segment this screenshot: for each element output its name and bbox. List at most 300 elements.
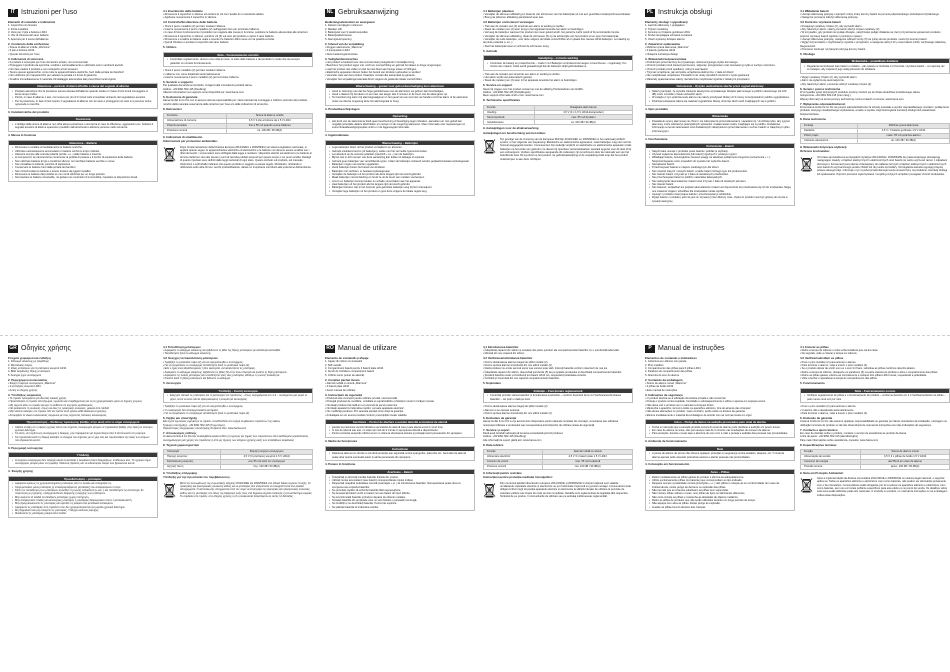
spec-row bbox=[801, 138, 950, 143]
text-line: • Puxe o pino metálico (2) para acionar o alarme. bbox=[800, 360, 857, 364]
section-heading: 4. Punere în funcțiune bbox=[325, 462, 356, 467]
text-line: Linha de apoio: +49 9091 502-115 (alemão/inglês) bbox=[800, 435, 858, 439]
section-heading: 4.1 Batterijen plaatsen bbox=[483, 8, 514, 13]
notice-box bbox=[483, 388, 633, 404]
notice-bullet: • Scoateți bateriile din produsele care nu sunt folosite o perioadă mai lungă. bbox=[329, 499, 471, 502]
section-heading: 7. Αποκλεισμός ευθύνης bbox=[163, 431, 197, 436]
notice-box-body bbox=[9, 88, 157, 108]
text-line: • Tenere questo apparecchio, come tutte le apparecchiature elettriche, fuori dalla portata dei bambini! bbox=[8, 71, 124, 74]
text-line: • Tirare il perno metallico (2) per fare scattare l'allarme. bbox=[163, 24, 226, 28]
notice-bullet: • Nu încălziți și nu deschideți bateriile. Pericol de explozie. bbox=[329, 502, 471, 505]
spec-label: Função bbox=[801, 450, 861, 455]
notice-box-title: Attenzione – Batterie bbox=[9, 141, 157, 145]
text-line: A Hama GmbH & Co KG não assume qualquer responsabilidade ou garantia por danos resultantes da instalação, montagem ou utilização incorreta do produto ou da não observância do manual de instruções e/ou das indicações de segurança. bbox=[800, 420, 948, 427]
notice-bullet: • Batterijen mogen niet worden opgeladen. bbox=[329, 163, 471, 166]
notice-box-title: Avertizare – Baterii bbox=[326, 470, 474, 474]
text-line: Hama GmbH & Co KG nu își asumă nicio răspundere pentru daunele rezultate din montajul, conectarea sau utilizarea necorespunzătoare a produsului sau nerespectarea instrucțiunilor de utilizare și/sau de siguranță. bbox=[483, 420, 619, 427]
spec-row bbox=[164, 128, 313, 133]
text-line: • Não efetue alterações no produto. Caso contrário, perde todos os direitos de garantia. bbox=[645, 410, 746, 414]
notice-bullet: • Não curto-circuite as pilhas e mantenha-as afastadas de objetos metálicos. bbox=[649, 496, 791, 499]
text-line: • Non utilizzare più il apparecchio per valutare la portata e il limite di garanzia. bbox=[8, 74, 98, 78]
spec-value: fino a 55 mA quando suona l'allarme bbox=[227, 123, 313, 128]
language-header bbox=[8, 344, 158, 353]
notice-box-body bbox=[646, 474, 794, 510]
spec-value: 4,5 V 3 x baterii plate 1,5 V LR44 bbox=[543, 454, 633, 459]
text-line: • Wyjąć zużyte baterie i zutylizować je zgodnie z przepisami, a następnie włożyć trzy nowe baterie LR44, zachowując właściwą biegunowość. bbox=[800, 41, 946, 48]
text-line: • Προστατεύετε το προϊόν από βρωμιά, υγρασία και υπερθέρμανση και να το χρησιμοποιείτε μόνο σε ξηρούς χώρους. bbox=[8, 400, 143, 404]
text-line: Neem bij vragen over het product contact op met de afdeling Productadvies van HAMA. bbox=[483, 87, 584, 91]
text-line: • Απορρίψτε το υλικό συσκευασίας σύμφωνα με τους ισχύοντες τοπικούς κανονισμούς. bbox=[8, 413, 108, 417]
text-line: • Steek de metalen pen (2) weer in het apparaat teneinde het alarm te beëindigen. bbox=[483, 79, 578, 83]
spec-value: maks. 55 mA podczas alarmu bbox=[858, 133, 950, 138]
notice-box bbox=[8, 452, 158, 468]
notice-bullet: • Należy pamiętać, że wysokie ciśnienie akustyczne wyzwalanego dźwięku alarmowego w pobliżu narażonego (ok 100 dB) może w krótkim czasie uszkodzić słuch. bbox=[649, 90, 791, 97]
notice-bullet: • Non riscaldare le batterie, pericolo di esplosione. bbox=[12, 163, 154, 166]
section-heading: 9. Aanwijzingen voor de afvalverwerking bbox=[483, 126, 539, 131]
notice-bullet: • Respeite sempre a polaridade correta (inscrições + e -) das pilhas e coloque-as em conformidade. Em caso de inobservância, existe perigo de derrame ou explosão das pilhas. bbox=[649, 482, 791, 489]
text-line: • Acest manual de utilizare bbox=[325, 388, 356, 392]
text-line: • Închideți și înșurubați din nou capacul compartimentului bateriilor. bbox=[483, 377, 560, 381]
notice-bullet: • Rimuovere le batterie dal prodotto se non verrà utilizzato per un lungo periodo. bbox=[12, 173, 154, 176]
spec-label: Stroomverbruik bbox=[484, 115, 535, 120]
text-line: • 3 baterie guzikowe LR44 bbox=[645, 49, 676, 53]
spec-value: ca. 100 dB / 90 dB(A) bbox=[227, 128, 313, 133]
notice-bullet: • Houd u daarom bij het alarm en een test niet langer dan 3 minuten in de buurt van de alarmgever op. bbox=[329, 93, 471, 96]
notice-bullet: • Respectați neapărat polaritatea corectă (marcajele + și -) la introducerea bateriilor. Nerespectarea poate duce la scurgerea sau explozia bateriilor. bbox=[329, 482, 471, 489]
text-line: • Nu lăsați aparatul la îndemâna copiilor, ca toate aparatele electrice! bbox=[325, 407, 404, 410]
manual-column bbox=[8, 344, 158, 520]
notice-bullet: • Perciò, in caso di allarme o test, non tenere per più di 3 minuti nelle immediate vicinanze del segnalatore acustico. bbox=[12, 96, 154, 99]
notice-bullet: • Nie ładować baterii. bbox=[649, 163, 791, 166]
spec-value: Sirena di allarme mobile bbox=[227, 114, 313, 119]
notice-bullet: • Houd batterijen buiten het bereik van kinderen. bbox=[329, 166, 471, 169]
spec-label: Potenza acustica bbox=[164, 123, 227, 128]
text-line: • Se o produto deixar de emitir som ou o som for fraco, substitua as pilhas conforme descrito abaixo. bbox=[800, 367, 916, 371]
notice-box-body bbox=[801, 393, 949, 403]
notice-bullet: • Bij het niet in acht nemen van deze aanwijzing kan leiden tot lekkage of explosie. bbox=[329, 156, 471, 159]
text-line: Hama GmbH & Co KG non si assume alcuna responsabilità per i danni derivati da montaggio e l'utilizzo scorretto del prodotto, nonché dalla mancata osservanza delle istruzioni per l'uso e/o delle indicazioni di sicurezza. bbox=[163, 99, 308, 106]
text-line: • Alarm nie wyłącza się automatycznie. bbox=[800, 79, 845, 83]
spec-label: Funcție bbox=[484, 450, 543, 455]
spec-value: 4,5 V (3 x 1,5 V LR44-knoopcellen) bbox=[534, 110, 632, 115]
text-line: 2. Pino metálico bbox=[645, 363, 664, 367]
text-line: 4. Batterijvakschroeven bbox=[325, 34, 352, 38]
section-heading: 2. Conținut pachet livrare bbox=[325, 377, 360, 382]
notice-bullet: • Nie otwierać, uszkadzać ani połykać akumulatorów i baterii ani dopuszczać do przedostania się ich do środowiska. Mogą one zawierać trujące i szkodliwe dla środowiska metale ciężkie. bbox=[649, 186, 791, 193]
disposal-notice bbox=[483, 138, 633, 161]
section-heading: 8. Especificações técnicas bbox=[800, 442, 837, 447]
text-line: • Usunąć silikonową pokrywę, następnie odkręcić śruby (5) na tylnej stronie produktu i otworzyć komorę baterii. bbox=[800, 37, 928, 41]
text-line: • Niniejsza instrukcja obsługi bbox=[645, 52, 678, 56]
notice-bullet: • Ai componenti, la manutenzione contenente la perdita di pretesa e il rischio di esplosione delle batterie. bbox=[12, 156, 154, 159]
notice-bullet: • Wkładając baterie, bezwzględnie zwracać uwagę na właściwe podłączenie biegunów (oznaczenia + i -). Nieprzestrzeganie może prowadzić do wycieku lub wybuchu baterii. bbox=[649, 156, 791, 163]
text-line: Ulteriori informazioni sul supporto sono disponibili qui: www.hama.com bbox=[163, 91, 244, 95]
text-line: 1. Capac din silicon cu fereastră bbox=[325, 360, 362, 364]
notice-box-title: Wskazówka – prawidłowe działanie bbox=[801, 59, 949, 63]
text-line: Per qualsiasi domanda sul prodotto, rivolgersi alla Consulenza prodotti Hama. bbox=[163, 84, 253, 88]
text-line: • Alarmă mobilă cu sirenă „Warzone" bbox=[325, 382, 368, 385]
section-heading: 4. Opis produktu bbox=[645, 106, 668, 111]
text-line: 2. Μεταλλικός πείρος bbox=[8, 363, 33, 367]
notice-box-body bbox=[484, 60, 632, 70]
text-line: • Trek aan de metalen pen teneinde een alarm in werking te stellen. bbox=[483, 72, 561, 76]
text-line: • Aby zakończyć alarm, należy ponownie włożyć trzpień metalowy (2). bbox=[800, 27, 881, 31]
notice-bullet: • Utilizzare esclusivamente accumulatori o batterie conformi al tipo indicato. bbox=[12, 150, 154, 153]
notice-bullet: • Gebruik geen batterijen van verschillende typen. Indien de batterijen verkeerd worden geplaatst bestaat explosiegevaar. bbox=[329, 160, 471, 163]
text-line: • Pentru declanșarea alarmei trageți de știftul metalic (2). bbox=[483, 405, 549, 409]
notice-bullet: • Nie nadwyrężać akumulatorów i baterii oraz trzymać z dala od otwartych płomieni. bbox=[649, 180, 791, 183]
section-heading: Bedieningselementen en weergaven bbox=[325, 20, 375, 24]
language-code-badge: IT bbox=[8, 9, 18, 17]
section-heading: 3. Wskazówki bezpieczeństwa bbox=[645, 56, 687, 61]
spec-value: περ. 100 dB / 90 dB(A) bbox=[221, 464, 313, 469]
text-line: • Pentru oprirea alarmei introduceți din nou știftul metalic (2). bbox=[483, 412, 553, 416]
notice-box-body bbox=[484, 393, 632, 403]
notice-bullet: • Deținerea alarmei cu sirenă nu vă oferă protecție sau siguranță contra spargerilor, atacurilor etc. Semnalul de alarmă poate doar speria eventualii autori și alerta persoanele din apropiere. bbox=[329, 452, 471, 459]
text-line: • Montați din nou capacul din silicon. bbox=[483, 352, 525, 356]
notice-box-body bbox=[646, 118, 794, 134]
section-heading: 7. Service și suport bbox=[483, 427, 510, 432]
text-line: • Steek de metalen pen (2) weer terug in het apparaat teneinde het alarm te beëindigen. bbox=[483, 27, 584, 31]
notice-bullet: • Regularnie kontrolować stan baterii i produktu – jak opisano w rozdziale 4.2 Kontrola / wymiana baterii – co najmniej raz w miesiącu, aby zapewnić jego stałą gotowość do działania. bbox=[804, 65, 946, 72]
text-line: Γραμμή υποστήριξης: +49 9091 502-115 (Γερμ./Αγγλ.) bbox=[163, 423, 226, 427]
notice-box bbox=[8, 116, 158, 132]
notice-box-title: Aviso – Perigo de danos na audição provocados pelo sinal de alarme bbox=[646, 420, 794, 424]
spec-row bbox=[484, 464, 633, 469]
text-line: • Proteggere il prodotto da sporcizia, umidità e surriscaldamento e utilizzarlo solo in ambienti asciutti. bbox=[8, 64, 124, 68]
section-heading: 5. Obsługa bbox=[800, 51, 815, 56]
spec-row bbox=[801, 464, 950, 469]
section-heading: 8. Dane techniczne bbox=[800, 116, 827, 121]
notice-bullet: • Nu permiteți copiilor să schimbe bateriile fără supraveghere. bbox=[329, 489, 471, 492]
section-heading: 4. Uruchomienie bbox=[645, 136, 668, 141]
text-line: • Nu modificați produsul. Prin aceasta pierdeți orice drept la garanție. bbox=[325, 410, 404, 414]
notice-bullet: • Η σειρήνα συναγερμού δεν παρέχει καμία προστασία ή ασφάλεια έναντι διαρρήξεων, επιθέσεων κλπ. Το ηχητικό σήμα συναγερμού μπορεί μόνο να τρομάξει πιθανούς δράστες και να ειδοποιήσει άτομα που βρίσκονται κοντά. bbox=[12, 459, 154, 466]
notice-bullet: • Controleer de batterij en productfunctie – zoals in 4.2 Batterijen controleren/vervangen is beschreven – regelmatig. Ten minste één maand, zodat wordt gewaarborgd dat de batterijen altijd gebruiksklaar is. bbox=[487, 62, 629, 69]
section-heading: 4.2 Verificarea/schimbarea bateriilor bbox=[483, 356, 533, 361]
spec-label: Alimentare electrică bbox=[484, 454, 543, 459]
notice-bullet: • Μη θερμαίνετε και μην ανοίγετε τις μπαταρίες. Υπάρχει κίνδυνος έκρηξης. bbox=[12, 509, 154, 512]
text-line: • Para terminar o alarme, volte a inserir o pino metálico (2). bbox=[800, 363, 868, 367]
notice-box-body bbox=[646, 451, 794, 461]
section-heading: 6. Σέρβις και υποστήριξη bbox=[163, 416, 198, 421]
section-heading: 4.1 Wkładanie baterii bbox=[800, 8, 829, 13]
crossed-bin-icon bbox=[163, 482, 176, 498]
section-heading: 6. Excludere de garanție bbox=[483, 416, 517, 421]
text-line: • Verander niets aan het product. Daardoor vervalt elke aanspraak op garantie. bbox=[325, 74, 416, 78]
text-line: • Ambalajele se vor arunca imediat conform prescripțiilor locale valabile. bbox=[325, 413, 408, 417]
text-line: • Retire a tampa de silicone, desaperte os parafusos (5) na parte traseira do produto e abra o compartimento das pilhas. bbox=[800, 370, 939, 374]
text-line: 4. Parafuso do compartimento das pilhas bbox=[645, 370, 693, 374]
spec-table bbox=[163, 449, 313, 470]
spec-label: Geluidsniveau bbox=[484, 120, 535, 125]
spec-value: Sirene de alarme móvel bbox=[861, 450, 950, 455]
text-line: 3. Compartiment baterii pentru 3 baterii plate LR44 bbox=[325, 367, 384, 371]
text-line: 5. Άνοιγμα ήχου συναγερμού bbox=[8, 373, 42, 377]
section-heading: 4.2 Έλεγχος/ αντικατάσταση μπαταριών bbox=[163, 356, 218, 361]
section-heading: Elemente de comandă și afișaje bbox=[325, 356, 369, 360]
notice-box-body bbox=[326, 451, 474, 461]
text-line: • Non fare cadere il prodotto e non sottoporlo a forti scossoni. bbox=[8, 67, 79, 71]
text-line: • Wyjąć metalowy trzpień (2), aby wyzwolić alarm. bbox=[800, 76, 858, 80]
text-line: • Het alarm wordt niet automatisch gestopt. bbox=[483, 76, 533, 80]
notice-bullet: • A posse do alarme de sirene não oferece qualquer proteção ou segurança contra assaltos, ataques, etc. O sinal de alarme apenas pode assustar potenciais autores e alertar pessoas nas proximidades. bbox=[649, 452, 791, 459]
section-heading: 4.1 Τοποθέτηση μπαταριών bbox=[163, 344, 201, 349]
text-line: Η Hama GmbH & Co KG δεν αναλαμβάνει καμία ευθύνη ή εγγύηση για ζημιές που προκύπτουν από λανθασμένη εγκατάσταση, συναρμολόγηση και χρήση του προϊόντος ή από μη τήρηση των οδηγιών χρήσης και/ή των υποδείξεων ασφαλείας. bbox=[163, 435, 309, 442]
notice-bullet: • Αφαιρείτε αμέσως τις χρησιμοποιημένες μπαταρίες από το προϊόν και απορρίψτε τις. bbox=[12, 482, 154, 485]
text-line: Więcej informacji na temat pomocy technicznej można znaleźć na stronie: www.hama.com bbox=[800, 97, 904, 101]
notice-bullet: • Przechowywać baterie w miejscu niedostępnym dla dzieci. bbox=[649, 166, 791, 169]
section-heading: 4.1 Inserimento delle batterie bbox=[163, 8, 203, 13]
disposal-text: Od czasu wprowadzenia europejskich dyrektyw 2012/19/UE i 2006/66/WE do prawa krajowego obowiązują następujące zasady: urządzeń elektrycznych i elektronicznych oraz baterii nie wolno wyrzucać razem z odpadami domowymi. Konsument jest prawnie zobowiązany do oddania zużytych urządzeń elektrycznych i elektronicznych oraz baterii do wyznaczonego punktu zbiórki lub do punktu sprzedaży. Szczegółowe kwestie regulują przepisy prawne danego kraju. Informuje o tym symbol przekreślonego kosza umieszczony na produkcie, instrukcji obsługi lub opakowaniu. Poprzez ponowne wykorzystanie i recykling zużytych urządzeń pomagasz chronić środowisko. bbox=[817, 155, 948, 176]
text-line: • Κλείστε ξανά τη θήκη μπαταριών και βιδώστε το κάλυμμα. bbox=[163, 377, 231, 381]
text-line: • Τραβήξτε το μεταλλικό πείρο (2) για να ενεργοποιηθεί ο συναγερμός. bbox=[163, 360, 244, 364]
spec-label: Ciśnienie akustyczne bbox=[801, 138, 858, 143]
text-line: • Produsul este conceput pentru utilizare privată, necomercială. bbox=[325, 396, 398, 400]
spec-value: cca. 100 dB / 90 dB(A) bbox=[543, 464, 633, 469]
notice-box bbox=[800, 388, 950, 404]
spec-table bbox=[800, 449, 950, 470]
crossed-bin-icon bbox=[163, 146, 176, 162]
spec-label: Pressão sonora bbox=[801, 464, 861, 469]
notice-bullet: • Batterijen niet verhitten, er bestaat explosiegevaar. bbox=[329, 170, 471, 173]
text-line: • Mantenha o aparelho, tal como todos os aparelhos elétricos, fora do alcance das crianças! bbox=[645, 407, 751, 410]
text-line: 1. Cobertura em silicone com janela bbox=[645, 360, 687, 364]
notice-bullet: • Nie zwierać baterii i trzymać je z dala od metalowych przedmiotów. bbox=[649, 173, 791, 176]
notice-box-body bbox=[326, 424, 474, 437]
language-title: Manual de instruções bbox=[658, 344, 725, 352]
spec-label: Pobór prądu bbox=[801, 133, 858, 138]
text-line: • Trek aan de metalen pen (2) teneinde een alarm te werking te stellen. bbox=[483, 24, 565, 28]
text-line: • Rimuovere il coperchio in silicone ed estrarre le viti con l'ausilio di un cacciavite adatto. bbox=[163, 12, 265, 16]
language-header bbox=[645, 344, 795, 353]
text-line: 5. Alarmgeluid opening bbox=[325, 37, 352, 41]
notice-bullet: • Accu's en batterijen kunnen lekken en schade veroorzaken aan het apparaat. bbox=[329, 180, 471, 183]
text-line: • Vervang de batterijen wanneer het product niet meer geluid wordt, het geluid te zacht wordt of bij verminderde functie. bbox=[483, 31, 620, 35]
text-line: • Rimuovere il coperchio in silicone, quindi le viti (5) sul retro del prodotto e aprire il vano batterie. bbox=[163, 34, 275, 38]
text-line: • Mobilna syrena alarmowa „Warzone" bbox=[645, 46, 689, 49]
section-heading: Elementy obsługi i sygnalizacji bbox=[645, 20, 688, 24]
notice-bullet: • Για προστασία κατά τη δοκιμή καλύψτε το άνοιγμα του σήματος με το χέρι σας και προστατέψτε την ακοή των ατόμων που βρίσκονται κοντά. bbox=[12, 436, 154, 443]
notice-box-title: Ostrzeżenie – Baterii bbox=[646, 144, 794, 148]
text-line: 1. Deksel met kijkgat in siliconen bbox=[325, 24, 363, 28]
notice-bullet: • Utilize exclusivamente pilhas (ou baterias) que correspondam ao tipo indicado. bbox=[649, 479, 791, 482]
notice-box bbox=[8, 140, 158, 183]
spec-label: Consumo de energia bbox=[801, 459, 861, 464]
text-line: Hotline: +49 9091 502-115 (Duits/Engels) bbox=[483, 91, 531, 95]
text-line: • Μη ρίχνετε κάτω το προϊόν και μην το εκθέτετε σε ισχυρούς κραδασμούς. bbox=[8, 403, 94, 407]
section-heading: 3. Υποδείξεις ασφαλείας bbox=[8, 392, 42, 397]
notice-box-body bbox=[9, 424, 157, 444]
notice-box-title: Attenzione – pericolo di danni all'udito a causa del segnale di allarme bbox=[9, 84, 157, 88]
text-line: • Protejați produsul de murdărie, umiditate și supraîncălzire și folosiți-l numai în încăperi uscate. bbox=[325, 400, 435, 404]
section-heading: 6. Esclusione di garanzia bbox=[163, 95, 198, 100]
section-heading: 2. Inhoud van de verpakking bbox=[325, 41, 364, 46]
text-line: • Elimine imediatamente o material da embalagem de acordo com as normas locais em vigor. bbox=[645, 413, 753, 417]
spec-row bbox=[164, 464, 313, 469]
text-line: 2. Știft metalic bbox=[325, 363, 342, 367]
section-heading: 2. Conteúdo da embalagem bbox=[645, 377, 683, 382]
section-heading: 3. Ambiente de funcionamento bbox=[645, 439, 687, 444]
text-line: Firma Hama GmbH & Co KG nie ponosi odpowiedzialności za szkody powstałe w wyniku nieprawidłowego montażu i podłączenia produktu oraz jego niewłaściwego użytkowania, a także w wyniku nieprzestrzegania instrukcji obsługi i/lub wskazówek bezpieczeństwa. bbox=[800, 106, 949, 116]
disposal-notice bbox=[800, 156, 950, 176]
section-heading: 9. Indicazioni di smaltimento bbox=[163, 134, 203, 139]
notice-box bbox=[483, 55, 633, 71]
notice-bullet: • Nu amestecați baterii vechi cu baterii noi sau baterii de tipuri diferite. bbox=[329, 492, 471, 495]
manual-column bbox=[645, 8, 795, 208]
section-heading: 3. Περιγραφή λειτουργίας bbox=[8, 445, 43, 450]
notice-bullet: • Batterijen behoren niet in het huisvuil; gooi gebruikte batterijen weg bij het inzamelpunt. bbox=[329, 186, 471, 189]
notice-box bbox=[163, 388, 313, 404]
section-heading: 5. Funcionamento bbox=[800, 381, 825, 386]
language-title: Instrukcja obsługi bbox=[658, 8, 713, 16]
section-heading: 4. Ingebruikname bbox=[325, 133, 349, 138]
crossed-bin-icon bbox=[483, 482, 496, 498]
disposal-text: Μετά την ενσωμάτωση της ευρωπαϊκής οδηγίας 2012/19/ΕΕ και 2006/66/ΕΚ στο εθνικό δίκαιο ισχύουν τα εξής: Οι ηλεκτρικές και ηλεκτρονικές συσκευές καθώς και οι μπαταρίες δεν επιτρέπεται να απορρίπτονται στα οικιακά απορρίμματα. Ο καταναλωτής υποχρεούται από τον νόμο να επιστρέφει τις ηλεκτρικές και ηλεκτρονικές συσκευές καθώς και τις μπαταρίες στο τέλος της διάρκειας ζωής τους στα δημόσια σημεία συλλογής ή στο κατάστημα αγοράς. Το σύμβολο στο προϊόν, στις οδηγίες χρήσης ή στη συσκευασία παραπέμπει σε αυτές τις διατάξεις. bbox=[180, 481, 313, 499]
text-line: • 3 baterii plate LR44 bbox=[325, 385, 350, 389]
text-line: • Verwijder de siliconen afdekking en draai de vier schroeven van het batterijvak uit met een geschikte kruiskopschroevendraaier. bbox=[483, 12, 631, 16]
text-line: • Deze bedieningsinstructies bbox=[325, 52, 358, 56]
text-line: • Proteja o produto contra sujidade, humidade e sobreaquecimento e utilize-o apenas em espaços secos. bbox=[645, 400, 766, 404]
notice-box-title: Aanwijzing – correcte werking bbox=[484, 56, 632, 60]
notice-bullet: • Nie zwierać baterii. bbox=[649, 183, 791, 186]
text-line: Em caso de dúvidas sobre o produto, contacte o serviço de assistência ao produto da Hama. bbox=[800, 432, 907, 436]
text-line: • Verwijder het verpakkingsmateriaal direct volgens de geldende lokale voorschriften. bbox=[325, 77, 423, 81]
notice-box-body bbox=[801, 63, 949, 73]
text-line: 2. Trzpień metalowy bbox=[645, 27, 669, 31]
language-title: Istruzioni per l'uso bbox=[21, 8, 78, 16]
notice-bullet: • Χρησιμοποιείτε μόνο μπαταρίες (ή επαναφορτιζόμενες μπαταρίες) του αναφερόμενου τύπου. bbox=[12, 486, 154, 489]
disposal-notice bbox=[800, 477, 950, 497]
text-line: 1. Coperchio con finestra bbox=[8, 24, 37, 28]
text-line: • 3 pile a bottone LR44 bbox=[8, 49, 35, 53]
notice-bullet: • Non cortocircuitare le batterie e tenere lontano da oggetti metallici. bbox=[12, 170, 154, 173]
notice-box-title: Opmerking bbox=[326, 114, 474, 118]
spec-label: Voeding bbox=[484, 110, 535, 115]
notice-bullet: • Nu păstrați bateriile la îndemâna copiilor. bbox=[329, 506, 471, 509]
text-line: 5. Otwór wylotowy dźwięku alarmu bbox=[645, 37, 685, 41]
section-heading: Υπόδειξη για την προστασία του περιβάλλοντος: bbox=[163, 475, 231, 480]
spec-label: Zasilanie bbox=[801, 128, 858, 133]
notice-bullet: • Non lasciare le batterie incustodite, né gettare nei contenitori di immondizia, rispettare le disposizioni locali. bbox=[12, 176, 154, 179]
text-line: • Για να τερματίσετε το συναγερμό τοποθετήστε ξανά το μεταλλικό πείρο (2). bbox=[163, 363, 250, 367]
notice-box bbox=[645, 143, 795, 206]
section-heading: 8. Technische specificaties bbox=[483, 98, 521, 103]
spec-label: Pressione sonora bbox=[164, 128, 227, 133]
text-line: Gorąca linia: +49 9091 502-115 (niem./ang.) bbox=[800, 94, 851, 98]
notice-box-title: Nota bbox=[646, 447, 794, 451]
notice-bullet: • Używać wyłącznie akumulatorów (lub baterii) zgodnych z podanym typem. bbox=[649, 153, 791, 156]
spec-label: Funzione bbox=[164, 114, 227, 119]
text-line: • Retire as pilhas gastas, elimine-as corretamente e coloque três pilhas LR44 novas, respeitando a polaridade. bbox=[800, 373, 927, 377]
notice-box-title: Aviso – Pilhas bbox=[646, 470, 794, 474]
notice-bullet: • Natychmiast usunąć z produktu puste baterie i poddać je utylizacji. bbox=[649, 150, 791, 153]
disposal-text: Dopo l'implementazione della Direttiva Europea 2012/19/EU e 2006/66/EU nel sistema legislativo nazionale, si applica quanto segue: le apparecchiature elettriche ed elettroniche e le batterie non devono essere smaltite con i rifiuti domestici. I consumatori sono obbligati dalla legge a restituire i dispositivi elettrici ed elettronici e le batterie al termine della loro vita utile presso i punti di raccolta pubblici preposti per questo scopo o nei punti vendita. Dettagli di quanto riportato sono definiti dalle leggi nazionali di ogni stato. Questo simbolo sul prodotto, sul manuale d'istruzioni o sull'imballo indicano che questo prodotto è soggetto a queste regole. Riciclando, ricicliando o utilizzando sotto altra forma i vecchi prodotti/batterie, darete un importante contributo alla protezione dell'ambiente. bbox=[180, 145, 312, 169]
text-line: • Elektrische apparaten dienen buiten het bereik van kinderen gehouden te worden! bbox=[325, 71, 421, 74]
language-title: Manual de utilizare bbox=[338, 344, 397, 352]
notice-bullet: • Tenha em atenção que a elevada pressão sonora do sinal de alarme pode danificar a audição em pouco tempo. bbox=[649, 426, 791, 429]
section-heading: Ochrona środowiska: bbox=[800, 149, 830, 154]
notice-bullet: • Non utilizzare batterie di tipi e condizioni diversi, né mischiare batterie vecchie e nuove. bbox=[12, 160, 154, 163]
language-title: Οδηγίες χρήσης bbox=[21, 344, 71, 352]
section-heading: 4. Έναρξη χρήσης bbox=[8, 469, 34, 474]
spec-value: até 55mA em caso de alarme bbox=[861, 459, 950, 464]
text-line: 5. Abertura do som do alarme bbox=[645, 373, 680, 377]
spec-value: έως 55 mA κατά τον συναγερμό bbox=[221, 459, 313, 464]
notice-box-title: Waarschuwing – gevaar voor gehoorbeschadiging door alarmtoon bbox=[326, 84, 474, 88]
notice-bullet: • Μην αφήνετε τα παιδιά να αλλάζουν μπαταρίες χωρίς επιτήρηση. bbox=[12, 496, 154, 499]
language-header bbox=[325, 8, 475, 17]
section-heading: 3. Productbeschrijvingen bbox=[325, 106, 360, 111]
spec-value: Draagbare alarmsirene bbox=[534, 105, 632, 110]
manual-column bbox=[483, 344, 633, 499]
notice-box bbox=[325, 140, 475, 196]
notice-bullet: • W związku z tym podczas testu alarmu nie należy przebywać dłużej niż 3 minuty w bezpośrednim pobliżu sygnalizatora. bbox=[649, 96, 791, 99]
text-line: 3. Θήκη μπαταριών για 3 μπαταρίες κουμπιά LR44 bbox=[8, 367, 67, 371]
section-heading: 5. Exploatare bbox=[483, 381, 501, 386]
text-line: • Następnie ponownie założyć silikonową pokrywę. bbox=[800, 16, 859, 20]
text-line: • Μην κάνετε αλλαγές στο προϊόν. Με τον τρόπο αυτό χάνετε κάθε δικαίωμα εγγύησης. bbox=[8, 410, 107, 414]
notice-bullet: • Nu scurtcircuitați bateriile și țineți-le departe de obiecte metalice. bbox=[329, 496, 471, 499]
notice-box-body bbox=[646, 148, 794, 205]
section-heading: 4.1 Colocar as pilhas bbox=[800, 344, 829, 349]
text-line: • Pentru declanșarea alarmei trageți de știftul metalic (2). bbox=[483, 360, 549, 364]
disposal-text: Após a implementação da diretiva comunitária 2012/19/UE e 2006/66/CE no sistema legal nacional, o seguinte aplica-se: Todos os aparelhos elétricos e eletrónicos, bem como baterias, não podem ser eliminados juntamente com o lixo doméstico. Consumidores estão obrigados por lei a colocar os aparelhos elétricos e eletrónicos, bem como baterias, sem uso em locais públicos específicos para este efeito ou no ponto de venda. Os detalhes sobre este tema estão definidos pelas leis nacionais. O símbolo no produto, no manual de instruções ou na embalagem indica estas disposições. bbox=[817, 476, 948, 497]
notice-bullet: • Lege batterijen direct uit het product verwijderen en afvoeren. bbox=[329, 146, 471, 149]
text-line: • Para terminar o alarme, volte a inserir o pino metálico (2). bbox=[800, 412, 868, 416]
notice-box bbox=[645, 419, 795, 438]
notice-box bbox=[325, 113, 475, 132]
section-heading: 9. Nota em Proteção Ambiental: bbox=[800, 470, 844, 475]
text-line: • Applicare nuovamente il coperchio in silicone. bbox=[163, 16, 217, 20]
spec-label: Κατανάλωση ρεύματος bbox=[164, 459, 221, 464]
text-line: • Chronić produkt przed zanieczyszczeniem, wilgocią i przegrzaniem oraz stosować go tylko w suchym otoczeniu. bbox=[645, 64, 776, 68]
notice-box-title: Avertizare – Pericol de afectare a auzului datorită semnalului de alarmă bbox=[326, 420, 474, 424]
section-heading: Instrucțiuni pentru protecția mediului înconjurător: bbox=[483, 475, 553, 480]
spec-label: Ηχητική πίεση bbox=[164, 464, 221, 469]
text-line: • Dacă produsul nu emite semnal sonor sau sunetul este slab, înlocuiți bateriile conform descrierii de mai jos. bbox=[483, 367, 608, 371]
section-heading: 6. Service en support bbox=[483, 83, 513, 88]
notice-box bbox=[325, 419, 475, 438]
section-heading: 8. Date tehnice bbox=[483, 442, 504, 447]
notice-bullet: • Îndepărtați și eliminați imediat bateriile folosite din produs. bbox=[329, 476, 471, 479]
notice-bullet: • L'obbligo della sirena di allarme non offre alcuna protezione o sicurezza in caso di effrazione, aggressioni ecc. Soltanto il segnale acustico di allarme spaventa i possibili malintenzionati e allerta le persone nelle vicinanze. bbox=[12, 123, 154, 130]
text-line: • Sirena di allarme mobile „Warzone" bbox=[8, 46, 51, 49]
notice-bullet: • Αφαιρέστε τις μπαταρίες από προϊόντα που δεν χρησιμοποιούνται για μεγάλο χρονικό διάστημα. bbox=[12, 506, 154, 509]
spec-label: Consum de curent bbox=[484, 459, 543, 464]
disposal-text: Din momentul aplicării directivelor europene 2012/19/UE și 2006/66/CE în dreptul național sunt valabile următoarele: Aparatele electrice și electronice nu pot fi eliminate împreună cu gunoiul menajer. Consumatorul este obligat conform legii să predea aparatele electrice și electronice la sfârșitul duratei de utilizare la punctele de colectare publice sau înapoi de unde au fost cumpărate. Detaliile sunt reglementate de legislația țării respective. Simbolul de pe produs, în instrucțiunile de utilizare sau pe ambalaj indică aceste reglementări. bbox=[500, 481, 631, 499]
disposal-notice bbox=[163, 146, 313, 169]
text-line: Alte informații de suport găsiți aici: www.hama.com bbox=[483, 438, 542, 442]
text-line: • Aby zakończyć alarm, ponownie włożyć metalowy trzpień (2). bbox=[800, 82, 872, 86]
notice-bullet: • Let absoluut op de correcte polariteit (opschrift + en -) van de batterijen. bbox=[329, 153, 471, 156]
text-line: • Φορητή σειρήνα συναγερμού „Warzone" bbox=[8, 382, 56, 385]
language-code-badge: NL bbox=[326, 8, 334, 15]
section-heading: 3. Indicazioni di sicurezza bbox=[8, 56, 44, 61]
text-line: • Verwijder de oude batterijen, voer deze volgens de lokale voorschriften af en plaats drie nieuwe LR44-batterijen. Let daarbij op de juiste polariteit (+ en -). bbox=[483, 37, 630, 45]
text-line: • Bescherm het product tegen vuil, vocht en oververhitting en gebruik het alleen in droge omgevingen. bbox=[325, 64, 442, 68]
notice-bullet: • Houd er rekening mee dat het hoge geluidsniveau van de alarmtoon uw gehoor kan beschadigen. bbox=[329, 90, 471, 93]
spec-value: 4,5 V 3 pile a bottone da 1,5 V LR44 bbox=[227, 118, 313, 123]
notice-box bbox=[645, 83, 795, 106]
notice-bullet: • Em caso de alarme ou teste, não permaneça mais de 3 minutos nas imediações do emissor de alarme. bbox=[649, 429, 791, 432]
text-line: • Scoateți bateriile uzate și introduceți trei baterii LR44 noi, respectând polaritatea corectă. bbox=[483, 373, 587, 377]
text-line: • Αφαιρέστε τις παλιές μπαταρίες και τοποθετήστε τρεις νέες μπαταρίες LR44 με τη σωστή πολικότητα. bbox=[163, 373, 281, 377]
section-heading: 4. Colocação em funcionamento bbox=[645, 462, 690, 467]
text-line: • Pentru oprirea alarmei introduceți din nou știftul metalic (2). bbox=[483, 363, 553, 367]
notice-bullet: • Maak batterijen niet kortsluiting en houd ze uit de buurt van metalen voorwerpen. bbox=[329, 176, 471, 179]
text-line: Meer support-informatie vindt u hier: www.hama.com bbox=[483, 94, 544, 98]
